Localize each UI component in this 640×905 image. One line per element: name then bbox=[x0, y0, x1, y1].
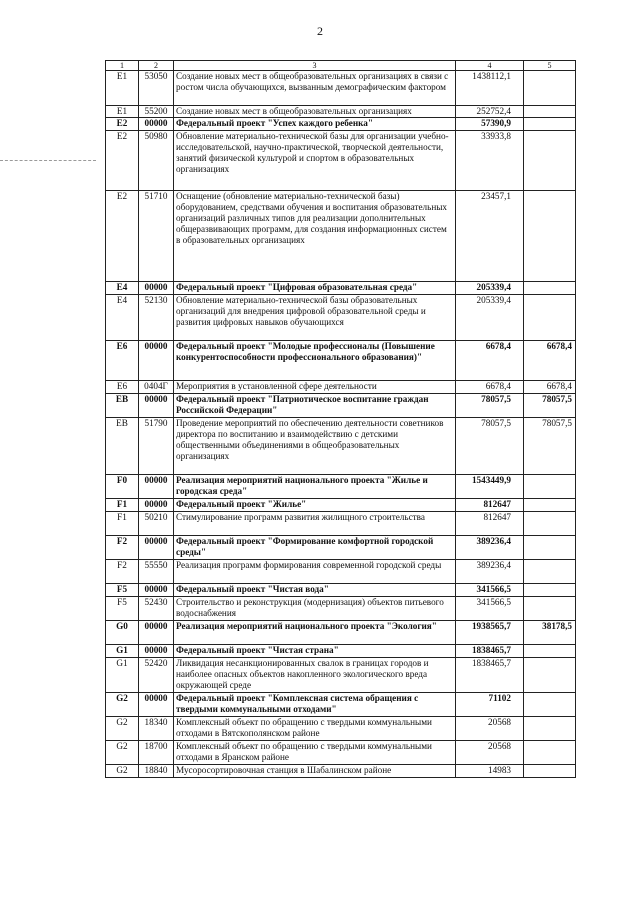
row-description: Федеральный проект "Цифровая образовательная среда" bbox=[174, 282, 456, 295]
row-subcode: 00000 bbox=[139, 536, 174, 560]
row-value-total: 33933,8 bbox=[456, 131, 524, 191]
row-description: Комплексный объект по обращению с твердыми коммунальными отходами в Вятскополянском районе bbox=[174, 717, 456, 741]
table-row bbox=[106, 645, 576, 658]
row-value-total: 341566,5 bbox=[456, 597, 524, 621]
row-value-federal bbox=[524, 645, 576, 658]
row-code: G2 bbox=[106, 717, 139, 741]
row-value-total: 389236,4 bbox=[456, 536, 524, 560]
row-value-total: 71102 bbox=[456, 693, 524, 717]
table-row bbox=[106, 71, 576, 106]
row-value-federal bbox=[524, 536, 576, 560]
row-value-federal bbox=[524, 191, 576, 282]
column-header: 3 bbox=[174, 61, 456, 71]
row-subcode: 53050 bbox=[139, 71, 174, 106]
row-description: Федеральный проект "Патриотическое воспитание граждан Российской Федерации" bbox=[174, 394, 456, 418]
row-description: Создание новых мест в общеобразовательных организациях bbox=[174, 106, 456, 118]
table-row bbox=[106, 106, 576, 118]
column-number-row bbox=[106, 61, 576, 71]
row-value-federal bbox=[524, 658, 576, 693]
row-value-total: 205339,4 bbox=[456, 282, 524, 295]
row-code: EB bbox=[106, 394, 139, 418]
row-value-total: 389236,4 bbox=[456, 560, 524, 584]
row-code: E4 bbox=[106, 282, 139, 295]
row-code: F1 bbox=[106, 512, 139, 536]
table-row bbox=[106, 381, 576, 394]
row-description: Обновление материально-технической базы для организации учебно-исследовательской, научно-практической, творческой деятельности, занятий физической культурой и спортом в образовательных организациях bbox=[174, 131, 456, 191]
row-description: Создание новых мест в общеобразовательных организациях в связи с ростом числа обучающихся, вызванным демографическим фактором bbox=[174, 71, 456, 106]
row-subcode: 50980 bbox=[139, 131, 174, 191]
row-value-total: 252752,4 bbox=[456, 106, 524, 118]
table-row bbox=[106, 741, 576, 765]
column-header: 5 bbox=[524, 61, 576, 71]
row-code: E4 bbox=[106, 295, 139, 341]
column-header: 2 bbox=[139, 61, 174, 71]
row-description: Реализация мероприятий национального проекта "Экология" bbox=[174, 621, 456, 645]
table-row bbox=[106, 394, 576, 418]
row-value-total: 6678,4 bbox=[456, 381, 524, 394]
row-value-total: 1543449,9 bbox=[456, 475, 524, 499]
row-subcode: 00000 bbox=[139, 645, 174, 658]
row-subcode: 00000 bbox=[139, 475, 174, 499]
row-value-total: 6678,4 bbox=[456, 341, 524, 381]
row-value-total: 57390,9 bbox=[456, 118, 524, 131]
row-value-federal bbox=[524, 475, 576, 499]
row-code: G2 bbox=[106, 765, 139, 778]
row-code: E2 bbox=[106, 118, 139, 131]
row-value-federal bbox=[524, 717, 576, 741]
row-value-total: 20568 bbox=[456, 741, 524, 765]
row-code: F5 bbox=[106, 584, 139, 597]
row-subcode: 00000 bbox=[139, 693, 174, 717]
row-code: E1 bbox=[106, 71, 139, 106]
row-code: F2 bbox=[106, 560, 139, 584]
row-code: F5 bbox=[106, 597, 139, 621]
row-description: Федеральный проект "Успех каждого ребенка" bbox=[174, 118, 456, 131]
row-subcode: 00000 bbox=[139, 621, 174, 645]
row-value-federal: 78057,5 bbox=[524, 394, 576, 418]
table-row bbox=[106, 282, 576, 295]
row-value-total: 812647 bbox=[456, 499, 524, 512]
table-row bbox=[106, 597, 576, 621]
row-value-total: 78057,5 bbox=[456, 418, 524, 475]
row-value-federal bbox=[524, 765, 576, 778]
row-value-total: 78057,5 bbox=[456, 394, 524, 418]
row-code: G0 bbox=[106, 621, 139, 645]
table-row bbox=[106, 621, 576, 645]
row-code: G2 bbox=[106, 741, 139, 765]
budget-table bbox=[105, 60, 576, 778]
row-code: EB bbox=[106, 418, 139, 475]
row-value-total: 14983 bbox=[456, 765, 524, 778]
row-value-total: 1838465,7 bbox=[456, 645, 524, 658]
row-code: E6 bbox=[106, 381, 139, 394]
row-description: Федеральный проект "Чистая вода" bbox=[174, 584, 456, 597]
table-row bbox=[106, 717, 576, 741]
column-header: 4 bbox=[456, 61, 524, 71]
row-value-federal: 6678,4 bbox=[524, 381, 576, 394]
row-value-total: 1938565,7 bbox=[456, 621, 524, 645]
row-description: Реализация программ формирования современной городской среды bbox=[174, 560, 456, 584]
row-value-federal bbox=[524, 584, 576, 597]
row-description: Федеральный проект "Молодые профессионалы (Повышение конкурентоспособности профессионального образования)" bbox=[174, 341, 456, 381]
row-subcode: 52420 bbox=[139, 658, 174, 693]
row-subcode: 55550 bbox=[139, 560, 174, 584]
row-code: E1 bbox=[106, 106, 139, 118]
row-description: Строительство и реконструкция (модернизация) объектов питьевого водоснабжения bbox=[174, 597, 456, 621]
row-value-federal bbox=[524, 512, 576, 536]
row-subcode: 51710 bbox=[139, 191, 174, 282]
row-value-federal bbox=[524, 741, 576, 765]
row-value-federal bbox=[524, 131, 576, 191]
table-row bbox=[106, 475, 576, 499]
table-row bbox=[106, 693, 576, 717]
row-code: F2 bbox=[106, 536, 139, 560]
row-code: G1 bbox=[106, 658, 139, 693]
row-description: Федеральный проект "Жилье" bbox=[174, 499, 456, 512]
row-value-total: 23457,1 bbox=[456, 191, 524, 282]
row-subcode: 18700 bbox=[139, 741, 174, 765]
row-subcode: 52130 bbox=[139, 295, 174, 341]
table-row bbox=[106, 560, 576, 584]
row-subcode: 00000 bbox=[139, 118, 174, 131]
row-value-federal bbox=[524, 71, 576, 106]
row-code: E6 bbox=[106, 341, 139, 381]
row-code: E2 bbox=[106, 131, 139, 191]
table-row bbox=[106, 536, 576, 560]
row-value-federal: 78057,5 bbox=[524, 418, 576, 475]
table-row bbox=[106, 418, 576, 475]
row-description: Комплексный объект по обращению с твердыми коммунальными отходами в Яранском районе bbox=[174, 741, 456, 765]
table-row bbox=[106, 584, 576, 597]
column-header: 1 bbox=[106, 61, 139, 71]
row-value-federal: 6678,4 bbox=[524, 341, 576, 381]
row-value-federal bbox=[524, 499, 576, 512]
table-row bbox=[106, 118, 576, 131]
row-subcode: 18340 bbox=[139, 717, 174, 741]
row-value-federal bbox=[524, 295, 576, 341]
row-subcode: 00000 bbox=[139, 341, 174, 381]
row-description: Мероприятия в установленной сфере деятельности bbox=[174, 381, 456, 394]
row-value-federal bbox=[524, 597, 576, 621]
scan-artifact-line bbox=[0, 160, 96, 161]
row-value-federal bbox=[524, 282, 576, 295]
row-description: Мусоросортировочная станция в Шабалинском районе bbox=[174, 765, 456, 778]
row-description: Федеральный проект "Чистая страна" bbox=[174, 645, 456, 658]
table-row bbox=[106, 658, 576, 693]
row-subcode: 55200 bbox=[139, 106, 174, 118]
table-row bbox=[106, 512, 576, 536]
row-value-federal bbox=[524, 106, 576, 118]
row-subcode: 00000 bbox=[139, 394, 174, 418]
row-description: Проведение мероприятий по обеспечению деятельности советников директора по воспитанию и взаимодействию с детскими общественными объединениями в общеобразовательных организациях bbox=[174, 418, 456, 475]
row-value-total: 1438112,1 bbox=[456, 71, 524, 106]
row-subcode: 50210 bbox=[139, 512, 174, 536]
row-subcode: 00000 bbox=[139, 584, 174, 597]
row-subcode: 00000 bbox=[139, 499, 174, 512]
table-row bbox=[106, 765, 576, 778]
row-description: Ликвидация несанкционированных свалок в границах городов и наиболее опасных объектов накопленного экологического вреда окружающей среде bbox=[174, 658, 456, 693]
row-value-total: 205339,4 bbox=[456, 295, 524, 341]
row-value-total: 812647 bbox=[456, 512, 524, 536]
row-code: E2 bbox=[106, 191, 139, 282]
row-value-federal: 38178,5 bbox=[524, 621, 576, 645]
table-row bbox=[106, 295, 576, 341]
row-description: Реализация мероприятий национального проекта "Жилье и городская среда" bbox=[174, 475, 456, 499]
row-subcode: 00000 bbox=[139, 282, 174, 295]
row-value-total: 20568 bbox=[456, 717, 524, 741]
table-row bbox=[106, 131, 576, 191]
row-subcode: 52430 bbox=[139, 597, 174, 621]
row-value-federal bbox=[524, 560, 576, 584]
row-code: G2 bbox=[106, 693, 139, 717]
row-description: Федеральный проект "Формирование комфортной городской среды" bbox=[174, 536, 456, 560]
row-subcode: 51790 bbox=[139, 418, 174, 475]
row-value-total: 341566,5 bbox=[456, 584, 524, 597]
row-description: Стимулирование программ развития жилищного строительства bbox=[174, 512, 456, 536]
row-value-total: 1838465,7 bbox=[456, 658, 524, 693]
row-value-federal bbox=[524, 118, 576, 131]
page-number: 2 bbox=[317, 24, 323, 38]
row-subcode: 18840 bbox=[139, 765, 174, 778]
row-description: Оснащение (обновление материально-технической базы) оборудованием, средствами обучения и воспитания образовательных организаций различных типов для реализации дополнительных общеразвивающих программ, для создания информационных систем в образовательных организациях bbox=[174, 191, 456, 282]
table-row bbox=[106, 341, 576, 381]
row-value-federal bbox=[524, 693, 576, 717]
row-code: F1 bbox=[106, 499, 139, 512]
row-subcode: 0404Г bbox=[139, 381, 174, 394]
row-code: F0 bbox=[106, 475, 139, 499]
row-description: Федеральный проект "Комплексная система обращения с твердыми коммунальными отходами" bbox=[174, 693, 456, 717]
table-row bbox=[106, 499, 576, 512]
row-description: Обновление материально-технической базы образовательных организаций для внедрения цифровой образовательной среды и развития цифровых навыков обучающихся bbox=[174, 295, 456, 341]
table-row bbox=[106, 191, 576, 282]
row-code: G1 bbox=[106, 645, 139, 658]
